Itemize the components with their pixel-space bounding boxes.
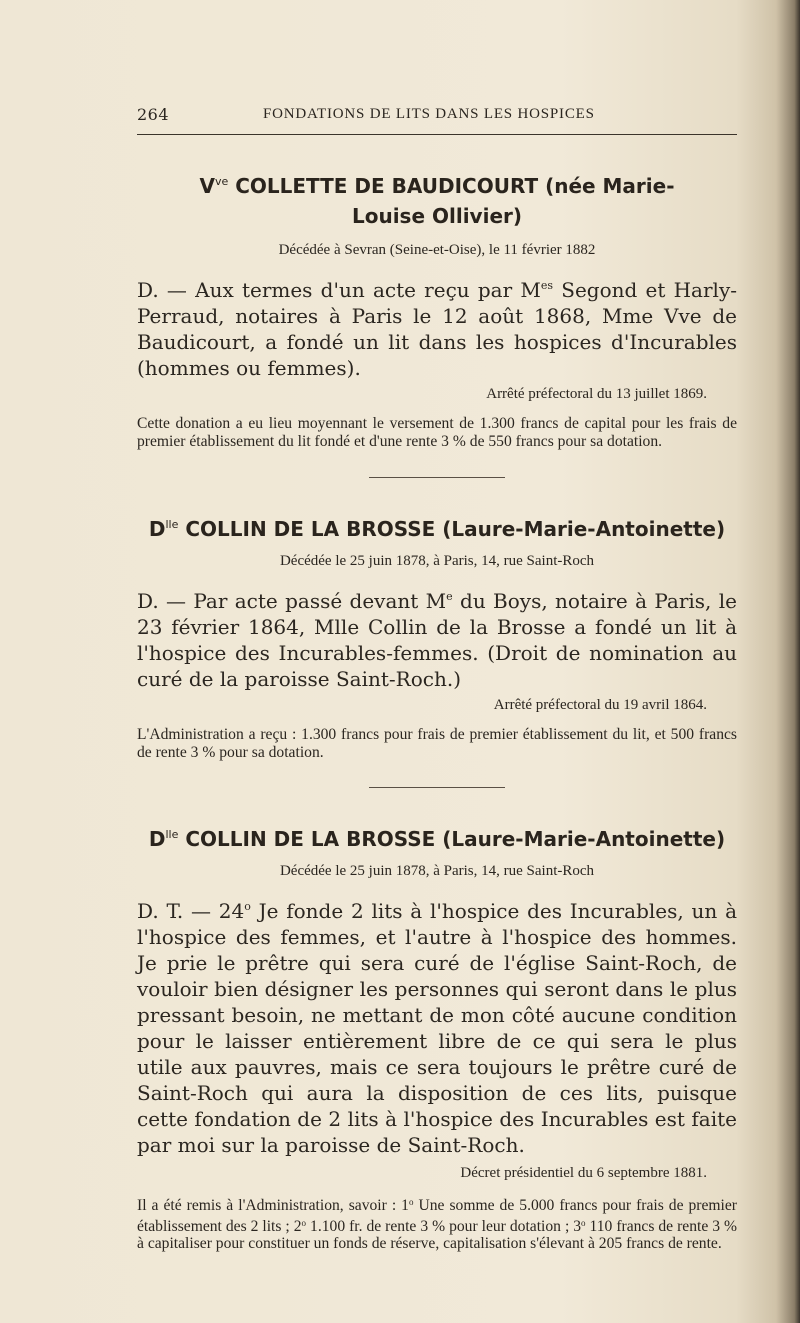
entry-collette-de-baudicourt (137, 167, 737, 450)
separator-rule (369, 477, 505, 478)
note-text: 110 francs de rente 3 % à capitaliser pour constituer un fonds de réserve, capitalisation s'élevant à 205 francs de rente. (137, 1217, 737, 1252)
death-notice: Décédée le 25 juin 1878, à Paris, 14, rue Saint-Roch (279, 863, 595, 879)
body-text: D. — Aux termes d'un acte reçu par M (137, 278, 541, 302)
note-text: Il a été remis à l'Administration, savoir : 1 (137, 1197, 409, 1214)
page-number: 264 (137, 104, 170, 124)
title-line-1: COLLIN DE LA BROSSE (Laure-Marie-Antoinette) (185, 827, 726, 851)
death-notice: Décédée le 25 juin 1878, à Paris, 14, rue Saint-Roch (279, 553, 595, 569)
body-sup: es (540, 279, 554, 292)
entry-title (137, 167, 737, 231)
title-prefix: V (199, 174, 215, 198)
note-sup: o (301, 1217, 307, 1228)
title-line-2: Louise Ollivier) (351, 204, 523, 228)
page-content (137, 104, 737, 1253)
note-sup: o (408, 1197, 414, 1207)
decree-reference: Arrêté préfectoral du 13 juillet 1869. (486, 386, 707, 402)
running-header (137, 104, 737, 124)
body-sup: e (446, 590, 453, 603)
running-title: FONDATIONS DE LITS DANS LES HOSPICES (263, 105, 595, 122)
title-prefix-sup: lle (165, 518, 179, 531)
title-prefix: D (148, 517, 166, 541)
entry-title (137, 510, 737, 544)
body-sup: o (244, 900, 251, 913)
entry-note (137, 1194, 737, 1253)
decree-reference: Décret présidentiel du 6 septembre 1881. (460, 1165, 707, 1181)
title-line-1: COLLIN DE LA BROSSE (Laure-Marie-Antoinette) (185, 517, 726, 541)
body-text-cont: Segond et Harly-Perraud, notaires à Paris le 12 août 1868, Mme Vve de Baudicourt, a fondé un lit dans les hospices d'Incurables (hommes ou femmes). (137, 278, 737, 380)
entry-body (137, 273, 737, 381)
body-text: D. — Par acte passé devant M (137, 589, 447, 613)
entry-body (137, 894, 737, 1158)
title-prefix: D (148, 827, 166, 851)
body-text: D. T. — 24 (137, 899, 245, 923)
decree-reference: Arrêté préfectoral du 19 avril 1864. (493, 697, 707, 713)
entry-body (137, 584, 737, 692)
separator-rule (369, 787, 505, 788)
note-text: 1.100 fr. de rente 3 % pour leur dotation ; 3 (306, 1217, 582, 1235)
header-rule (137, 134, 737, 135)
entry-note: L'Administration a reçu : 1.300 francs pour frais de premier établissement du lit, et 500 francs de rente 3 % pour sa dotation. (137, 726, 737, 761)
entry-note: Cette donation a eu lieu moyennant le versement de 1.300 francs de capital pour les frais de premier établissement du lit fondé et d'une rente 3 % de 550 francs pour sa dotation. (137, 415, 737, 450)
entry-collin-de-la-brosse-1 (137, 510, 737, 761)
body-text-cont: Je fonde 2 lits à l'hospice des Incurables, un à l'hospice des femmes, et l'autre à l'hospice des hommes. Je prie le prêtre qui sera curé de l'église Saint-Roch, de vouloir bien désigner les personnes qui seront dans le plus pressant besoin, ne mettant de mon côté aucune condition pour le laisser entièrement libre de ce qui sera le plus utile aux pauvres, mais ce sera toujours le prêtre curé de Saint-Roch qui aura la disposition de ces lits, puisque cette fondation de 2 lits à l'hospice des Incurables est faite par moi sur la paroisse de Saint-Roch. (137, 899, 737, 1157)
title-prefix-sup: lle (165, 828, 179, 841)
body-text-cont: du Boys, notaire à Paris, le 23 février 1864, Mlle Collin de la Brosse a fondé un lit à l'hospice des Incurables-femmes. (Droit de nomination au curé de la paroisse Saint-Roch.) (137, 589, 737, 691)
entry-collin-de-la-brosse-2 (137, 820, 737, 1253)
note-text: Une somme de 5.000 francs pour frais de premier établissement des 2 lits ; 2 (137, 1197, 737, 1235)
entry-title (137, 820, 737, 854)
title-line-1: COLLETTE DE BAUDICOURT (née Marie- (235, 174, 675, 198)
death-notice: Décédée à Sevran (Seine-et-Oise), le 11 février 1882 (278, 242, 596, 258)
title-prefix-sup: ve (214, 175, 229, 188)
note-sup: o (581, 1217, 586, 1228)
